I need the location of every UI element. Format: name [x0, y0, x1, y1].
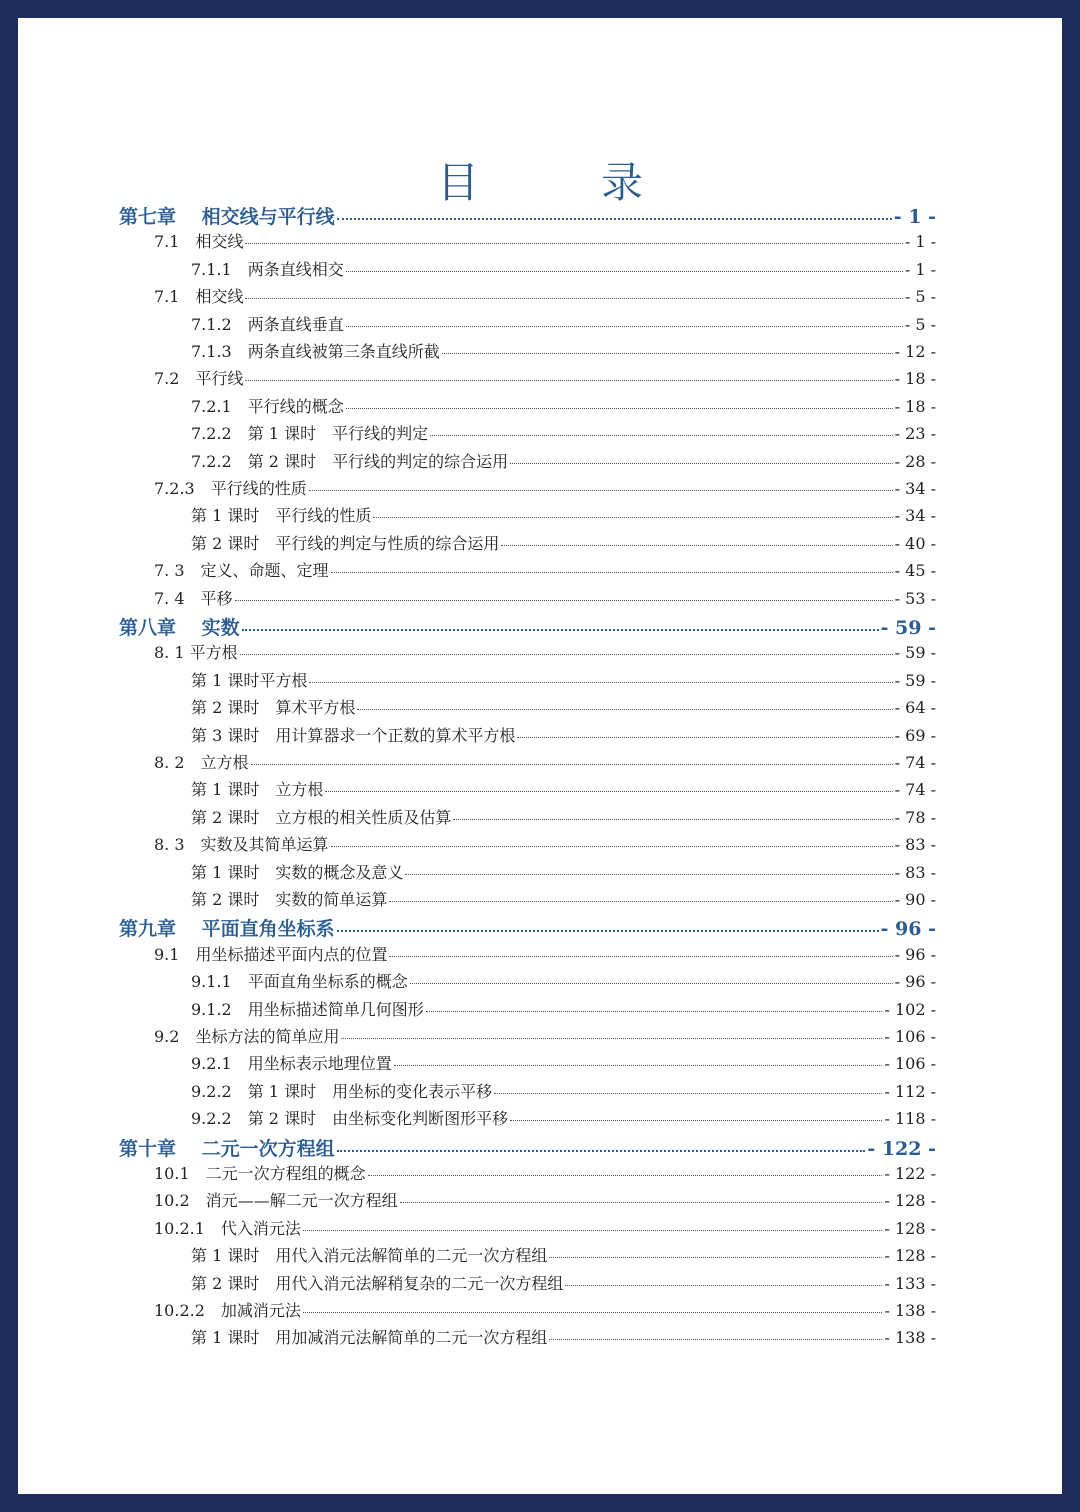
toc-page-number: - 112 - [884, 1081, 936, 1101]
toc-entry-label: 7.1.2 两条直线垂直 [191, 314, 344, 334]
toc-entry-label: 第 2 课时 算术平方根 [191, 698, 356, 718]
toc-page-number: - 1 - [893, 206, 936, 228]
toc-page-number: - 59 - [894, 643, 936, 663]
toc-entry-label: 7.1 相交线 [154, 287, 244, 307]
leader-dots [346, 408, 893, 409]
toc-page-number: - 23 - [894, 424, 936, 444]
toc-entry-row[interactable] [191, 805, 936, 828]
toc-entry-label: 9.2.1 用坐标表示地理位置 [191, 1054, 392, 1074]
leader-dots [337, 218, 892, 220]
leader-dots [389, 901, 892, 902]
toc-entry-row[interactable] [191, 531, 936, 554]
toc-entry-label: 第 2 课时 立方根的相关性质及估算 [191, 807, 452, 827]
leader-dots [453, 819, 892, 820]
toc-page-number: - 102 - [884, 999, 936, 1019]
leader-dots [235, 600, 893, 601]
toc-page-number: - 138 - [884, 1328, 936, 1348]
toc-entry-label: 10.2 消元——解二元一次方程组 [154, 1191, 398, 1211]
toc-page-number: - 96 - [894, 972, 936, 992]
toc-page-number: - 28 - [894, 451, 936, 471]
toc-entry-label: 8. 1 平方根 [154, 643, 238, 663]
toc-entry-label: 7.2 平行线 [154, 369, 244, 389]
toc-entry-row[interactable] [191, 777, 936, 800]
toc-page-number: - 18 - [894, 396, 936, 416]
toc-page-number: - 128 - [884, 1246, 936, 1266]
toc-entry-label: 第七章 相交线与平行线 [119, 206, 335, 228]
toc-entry-row[interactable] [154, 832, 936, 855]
toc-page-number: - 138 - [884, 1301, 936, 1320]
toc-entry-row[interactable] [191, 394, 936, 417]
leader-dots [242, 629, 879, 631]
leader-dots [410, 983, 893, 984]
leader-dots [331, 572, 893, 573]
toc-entry-label: 7.1.3 两条直线被第三条直线所截 [191, 342, 440, 361]
toc-page-number: - 90 - [894, 890, 936, 909]
toc-entry-row[interactable] [191, 1325, 936, 1348]
leader-dots [405, 874, 892, 875]
toc-entry-label: 10.1 二元一次方程组的概念 [154, 1164, 366, 1183]
leader-dots [251, 764, 893, 765]
toc-entry-row[interactable] [154, 640, 936, 663]
toc-page-number: - 118 - [884, 1109, 936, 1129]
toc-entry-label: 9.2.2 第 1 课时 用坐标的变化表示平移 [191, 1081, 493, 1101]
toc-chapter-row[interactable] [119, 202, 936, 229]
toc-entry-row[interactable] [154, 1161, 936, 1184]
leader-dots [373, 517, 892, 518]
leader-dots [510, 463, 893, 464]
leader-dots [325, 791, 892, 792]
toc-page-number: - 83 - [894, 862, 936, 882]
toc-page-number: - 59 - [880, 617, 936, 639]
toc-chapter-row[interactable] [119, 914, 936, 941]
toc-entry-label: 7.1.1 两条直线相交 [191, 259, 344, 279]
toc-entry-label: 9.1.1 平面直角坐标系的概念 [191, 972, 408, 992]
toc-entry-row[interactable] [154, 586, 936, 609]
toc-entry-label: 9.2 坐标方法的简单应用 [154, 1027, 340, 1046]
toc-entry-label: 7.2.3 平行线的性质 [154, 479, 307, 498]
leader-dots [426, 1011, 883, 1012]
toc-page-number: - 34 - [894, 506, 936, 526]
page-title: 目 录 [436, 158, 683, 207]
leader-dots [346, 326, 903, 327]
toc-entry-row[interactable] [191, 969, 936, 992]
toc-entry-row[interactable] [191, 695, 936, 718]
toc-page-number: - 34 - [894, 479, 936, 498]
toc-entry-label: 第 1 课时 实数的概念及意义 [191, 862, 404, 882]
toc-entry-row[interactable] [191, 860, 936, 883]
toc-entry-row[interactable] [191, 449, 936, 472]
toc-entry-row[interactable] [191, 668, 936, 691]
leader-dots [400, 1202, 883, 1203]
toc-entry-row[interactable] [154, 284, 936, 307]
toc-entry-row[interactable] [154, 1188, 936, 1211]
toc-entry-label: 第 1 课时 平行线的性质 [191, 506, 372, 526]
toc-page-number: - 78 - [894, 807, 936, 827]
toc-entry-label: 10.2.1 代入消元法 [154, 1218, 301, 1238]
toc-entry-label: 7.2.2 第 2 课时 平行线的判定的综合运用 [191, 451, 509, 471]
leader-dots [442, 353, 893, 354]
toc-entry-label: 第 2 课时 平行线的判定与性质的综合运用 [191, 533, 500, 553]
toc-entry-row[interactable] [154, 1298, 936, 1321]
toc-entry-row[interactable] [191, 339, 936, 362]
toc-entry-row[interactable] [191, 421, 936, 444]
toc-page-number: - 1 - [904, 259, 936, 279]
leader-dots [368, 1175, 883, 1176]
toc-entry-row[interactable] [154, 750, 936, 773]
toc-entry-row[interactable] [191, 887, 936, 910]
toc-entry-row[interactable] [154, 476, 936, 499]
leader-dots [245, 243, 902, 244]
toc-page-number: - 122 - [884, 1164, 936, 1183]
toc-chapter-row[interactable] [119, 613, 936, 640]
toc-entry-label: 7. 3 定义、命题、定理 [154, 561, 329, 581]
toc-entry-row[interactable] [154, 366, 936, 389]
toc-page-number: - 96 - [894, 944, 936, 964]
toc-page-number: - 12 - [894, 342, 936, 361]
toc-entry-label: 第 2 课时 实数的简单运算 [191, 890, 388, 909]
toc-entry-row[interactable] [191, 1079, 936, 1102]
toc-page-number: - 74 - [894, 753, 936, 772]
toc-page-number: - 69 - [894, 725, 936, 745]
toc-page-number: - 5 - [904, 314, 936, 334]
leader-dots [346, 271, 903, 272]
toc-page-number: - 5 - [904, 287, 936, 307]
leader-dots [510, 1120, 882, 1121]
toc-page-number: - 18 - [894, 369, 936, 389]
leader-dots [245, 298, 902, 299]
leader-dots [565, 1285, 882, 1286]
leader-dots [240, 654, 893, 655]
leader-dots [357, 709, 892, 710]
toc-entry-label: 第八章 实数 [119, 617, 240, 639]
toc-page-number: - 53 - [894, 588, 936, 608]
toc-page-number: - 128 - [884, 1191, 936, 1211]
leader-dots [337, 930, 879, 932]
toc-page-number: - 133 - [884, 1273, 936, 1293]
leader-dots [549, 1257, 882, 1258]
toc-entry-row[interactable] [191, 257, 936, 280]
toc-entry-label: 7.2.2 第 1 课时 平行线的判定 [191, 424, 429, 444]
toc-entry-row[interactable] [191, 997, 936, 1020]
toc-entry-label: 8. 2 立方根 [154, 753, 249, 772]
leader-dots [430, 435, 893, 436]
toc-entry-label: 10.2.2 加减消元法 [154, 1301, 301, 1320]
leader-dots [501, 545, 892, 546]
leader-dots [389, 956, 892, 957]
toc-entry-row[interactable] [154, 1024, 936, 1047]
toc-entry-label: 第九章 平面直角坐标系 [119, 918, 335, 941]
toc-entry-label: 7.2.1 平行线的概念 [191, 396, 344, 416]
toc-page-number: - 83 - [894, 835, 936, 855]
leader-dots [394, 1065, 883, 1066]
toc-entry-label: 9.2.2 第 2 课时 由坐标变化判断图形平移 [191, 1109, 509, 1129]
toc-entry-label: 7. 4 平移 [154, 588, 233, 608]
leader-dots [303, 1230, 883, 1231]
toc-entry-label: 第 2 课时 用代入消元法解稍复杂的二元一次方程组 [191, 1273, 564, 1293]
leader-dots [517, 737, 892, 738]
toc-entry-row[interactable] [191, 312, 936, 335]
leader-dots [309, 682, 892, 683]
leader-dots [303, 1312, 883, 1313]
leader-dots [331, 846, 893, 847]
toc-entry-row[interactable] [154, 1216, 936, 1239]
toc-page-number: - 45 - [894, 561, 936, 581]
leader-dots [245, 380, 892, 381]
leader-dots [341, 1038, 882, 1039]
toc-chapter-row[interactable] [119, 1134, 936, 1161]
toc-entry-label: 8. 3 实数及其简单运算 [154, 835, 329, 855]
toc-entry-row[interactable] [154, 558, 936, 581]
toc-page-number: - 40 - [894, 533, 936, 553]
toc-entry-label: 第 1 课时 用加减消元法解简单的二元一次方程组 [191, 1328, 548, 1348]
toc-page-number: - 96 - [880, 918, 936, 941]
toc-entry-label: 7.1 相交线 [154, 232, 244, 252]
leader-dots [337, 1150, 866, 1152]
toc-entry-label: 第十章 二元一次方程组 [119, 1137, 335, 1160]
toc-page-number: - 64 - [894, 698, 936, 718]
toc-page-number: - 1 - [904, 232, 936, 252]
toc-page-number: - 106 - [884, 1027, 936, 1046]
toc-entry-row[interactable] [191, 1051, 936, 1074]
toc-entry-row[interactable] [191, 1271, 936, 1294]
toc-page-number: - 106 - [884, 1054, 936, 1074]
leader-dots [549, 1339, 882, 1340]
leader-dots [494, 1093, 882, 1094]
toc-entry-row[interactable] [191, 1106, 936, 1129]
toc-entry-label: 第 3 课时 用计算器求一个正数的算术平方根 [191, 725, 516, 745]
toc-page-number: - 122 - [867, 1137, 936, 1160]
toc-entry-label: 第 1 课时 用代入消元法解简单的二元一次方程组 [191, 1246, 548, 1266]
toc-entry-label: 9.1.2 用坐标描述简单几何图形 [191, 999, 424, 1019]
toc-page-number: - 74 - [894, 780, 936, 800]
toc-entry-label: 第 1 课时平方根 [191, 670, 308, 690]
leader-dots [309, 490, 893, 491]
toc-page-number: - 59 - [894, 670, 936, 690]
toc-entry-row[interactable] [191, 1243, 936, 1266]
toc-entry-row[interactable] [191, 503, 936, 526]
toc-entry-label: 9.1 用坐标描述平面内点的位置 [154, 944, 388, 964]
toc-entry-row[interactable] [154, 942, 936, 965]
toc-entry-row[interactable] [191, 723, 936, 746]
toc-entry-label: 第 1 课时 立方根 [191, 780, 324, 800]
toc-page-number: - 128 - [884, 1218, 936, 1238]
toc-entry-row[interactable] [154, 229, 936, 252]
document-page [18, 18, 1062, 1494]
